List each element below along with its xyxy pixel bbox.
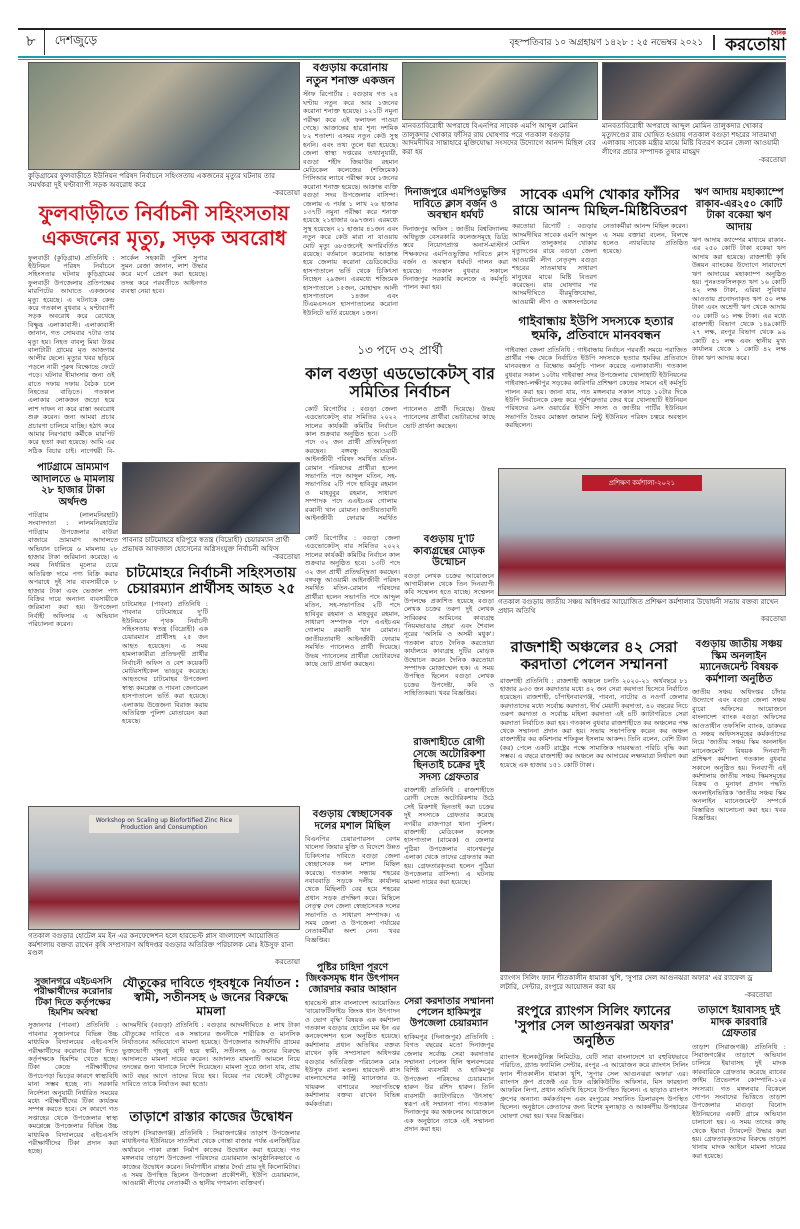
tarash-yaba-article	[692, 1002, 786, 1205]
rangs-event-figure	[500, 880, 772, 1000]
sujanagar-article	[28, 974, 118, 1205]
corona-headline: বগুড়ায় করোনায় নতুন শনাক্ত একজন	[306, 62, 395, 87]
zinc-rice-workshop-photo	[28, 806, 300, 930]
advocates-article	[305, 342, 495, 530]
hakimpur-headline: সেরা করদাতার সম্মাননা পেলেন হাকিমপুর উপজেলা চেয়ারম্যান	[404, 996, 494, 1029]
kabyo-article-body: বগুড়া লেখক চক্রের আয়োজনে আগামীকাল থেকে তিন দিনব্যাপী কবি সম্মেলন হতে যাচ্ছে। সম্মেলন উপলক্ষে প্রকাশিত হয়েছে বগুড়া লেখক চক্রের তরুণ দুই লেখক সাব্বিরুর আমিনের কাব্যগ্রন্থ 'নিয়মভাঙার প্রহর' এবং শৈবাল নূরের 'অসিমি ও অসমী মধুক'। গতকাল রাতে দৈনিক করতোয়া কার্যালয়ে কাব্যগ্রন্থ দুটির মোড়ক উন্মোচন করেন দৈনিক করতোয়া সম্পাদক মোজাম্মেল হক। এ সময় উপস্থিত ছিলেন বগুড়া লেখক চক্রের উপদেষ্টা, কবি ও সাহিত্যিকরা। খবর বিজ্ঞপ্তির।	[404, 571, 494, 698]
training-photo-caption: গতকাল বগুড়ায় জাতীয় সঞ্চয় অধিদপ্তর আয়োজিত প্রশিক্ষণ কর্মশালার উদ্বোধনী সভায় বক্তব্য রাখেন প্রধান অতিথি করতোয়া	[498, 598, 786, 623]
autorickshaw-headline: রাজশাহীতে রোগী সেজে অটোরিকশা ছিনতাই চক্রের দুই সদস্য গ্রেফতার	[412, 737, 486, 783]
zinc-rice-article	[305, 960, 400, 1205]
sujanagar-article-body: সুজানগর (পাবনা) প্রতিনিধি : পাবনার সুজানগরে বিভিন্ন উচ্চ মাধ্যমিক বিদ্যালয়ের এইচএসসি পরীক্ষার্থীদের করোনার টিকা দিতে কর্তৃপক্ষকে হিমশিম খেতে হচ্ছে। টিকা কেন্দ্রে পরীক্ষার্থীদের উপচেপড়া ভিড়ের কারণে স্বাস্থ্যবিধি মানা সম্ভব হচ্ছে না। সরকারি নির্দেশনা অনুযায়ী নির্ধারিত সময়ের মধ্যে পরীক্ষার্থীদের টিকা কার্যক্রম সম্পন্ন করতে হবে। সে কারণে গত সপ্তাহের থেকে উপজেলার স্বাস্থ্য কমপ্লেক্সে উপজেলার বিভিন্ন উচ্চ মাধ্যমিক বিদ্যালয়ের এইচএসসি পরীক্ষার্থীদের টিকা প্রদান করা হচ্ছে।	[28, 1021, 118, 1156]
hakimpur-article	[404, 994, 494, 1205]
training-workshop-photo	[498, 468, 786, 596]
dinajpur-article-body: দিনাজপুর অফিস : জাতীয় বিশ্ববিদ্যালয় অধিভুক্ত বেসরকারি কলেজসমূহে ডিগ্রি স্তরে নিয়োগপ্রাপ্ত অনার্স-মাস্টার্স শিক্ষকদের এমপিওভুক্তির দাবিতে ক্লাস বর্জন ও অবস্থান ধর্মঘট পালন করা হয়েছে। গতকাল বুধবার সকালে দিনাজপুর সরকারি কলেজে এ কর্মসূচি পালন করা হয়।	[403, 224, 508, 292]
autorickshaw-article	[404, 734, 494, 990]
dowry-headline: যৌতুকের দাবিতে গৃহবধূকে নির্যাতন : স্বামী, সতীনসহ ৬ জনের বিরুদ্ধে মামলা	[122, 976, 300, 1018]
tarash-yaba-article-body: তাড়াশ (সিরাজগঞ্জ) প্রতিনিধি : সিরাজগঞ্জের তাড়াশে অভিযান চালিয়ে ইয়াবাসহ দুই মাদক কারবারিকে গ্রেফতার করেছে র‍্যাবের ক্রাইম প্রিভেনশন কোম্পানি-১২র সদস্যরা। গত মঙ্গলবার বিকেলে গোপন সংবাদের ভিত্তিতে তাড়াশ উপজেলার মাগুড়া বিনোদ ইউনিয়নের একটি গ্রামে অভিযান চালানো হয়। এ সময় তাদের কাছ থেকে ইয়াবা ট্যাবলেট উদ্ধার করা হয়। গ্রেফতারকৃতদের বিরুদ্ধে তাড়াশ থানায় মাদক আইনে মামলা দায়ের করা হয়েছে।	[692, 1042, 786, 1160]
fulbari-article	[28, 62, 300, 458]
savings-workshop-article	[692, 636, 786, 876]
dinajpur-headline: দিনাজপুরে এমপিওভুক্তির দাবিতে ক্লাস বর্জন ও অবস্থান ধর্মঘট	[404, 187, 507, 221]
tarash-road-article-body: তাড়াশ (সিরাজগঞ্জ) প্রতিনিধি : সিরাজগঞ্জের তাড়াশ উপজেলার মাধাইনগর ইউনিয়নে সাতশিরা থেকে গোন্তা বাজার পর্যন্ত এলজিইডির অর্থায়নে পাকা রাস্তা নির্মাণ কাজের উদ্বোধন করা হয়েছে। গত মঙ্গলবার তাড়াশ উপজেলা পরিষদের চেয়ারম্যান আনুষ্ঠানিকভাবে এ কাজের উদ্বোধন করেন। নির্মাণাধীন রাস্তার দৈর্ঘ্য প্রায় দুই কিলোমিটার। এ সময় উপস্থিত ছিলেন উপজেলা প্রকৌশলী, ইউপি চেয়ারম্যান, আওয়ামী লীগের নেতাকর্মী ও স্থানীয় গণ্যমান্য ব্যক্তিবর্গ।	[122, 1128, 300, 1188]
workshop-photo-caption: গতকাল বগুড়ার হোটেল মম ইন এর কনফেন্সেশন হলে হারভেস্ট প্লাস বাংলাদেশ আয়োজিত কর্মশালায় বক্তব্য রাখেন কৃষি সম্প্রসারণ অধিদপ্তর বগুড়ার অতিরিক্ত পরিচালক মোঃ ইউসুফ রানা মণ্ডল করতোয়া	[28, 932, 300, 966]
savings-workshop-headline: বগুড়ায় জাতীয় সঞ্চয় স্কিম অনলাইন ম্যানেজমেন্ট বিষয়ক কর্মশালা অনুষ্ঠিত	[695, 639, 783, 685]
advocates-article-body: কোর্ট রিপোর্টার : বগুড়া জেলা এডভোকেটস্ বার সমিতির ২০২২ সালের কার্যকরী কমিটির নির্বাচন কাল শুক্রবার অনুষ্ঠিত হবে। ১৩টি পদে ৩২ জন প্রার্থী প্রতিদ্বন্দ্বিতা করছেন। বঙ্গবন্ধু আওয়ামী আইনজীবী পরিষদ সমর্থিত মতিন-রোমান পরিষদের প্রার্থীরা হলেন সভাপতি পদে আব্দুল মতিন, সহ-সভাপতির ২টি পদে হাবিবুর রহমান ও মাহবুবুর রহমান, সাধারণ সম্পাদক পদে এএইচএম গোলাম রব্বানী খান রোমান। জাতীয়তাবাদী আইনজীবী ফোরাম সমর্থিত প্যানেলও প্রার্থী দিয়েছে। উভয় প্যানেলের প্রার্থীরা ভোটারদের কাছে ভোট প্রার্থনা করছেন।	[305, 404, 495, 523]
loan-camp-article	[692, 184, 786, 464]
rangs-photo-caption: র‍্যাংগস সিলিং ফ্যান শীতকালীন ধামাকা খুশি, 'সুপার সেল আগুনঝরা অফার' এর র‍্যাফেল ড্র লটারি, সেন্টার, রংপুরে আয়োজন করা হয় -করতোয়া	[500, 974, 772, 999]
rajshahi-taxpayers-article-body: রাজশাহী প্রতিনিধি : রাজশাহী অঞ্চলে চলতি ২০২০-২১ অর্থবছরে ৮১ হাজার ৯৩৩ জন করদাতার মধ্যে ৪২ জন সেরা করদাতা হিসেবে নির্বাচিত হয়েছেন। রাজশাহী, চাঁপাইনবাবগঞ্জ, পাবনা, নাটোর ও নওগাঁ জেলার করদাতাদের মধ্যে সর্বোচ্চ করদাতা, দীর্ঘ মেয়াদী করদাতা, ৪০ বছরের নিচে তরুণ করদাতা ও সর্বোচ্চ মহিলা করদাতা এই ৪টি ক্যাটাগরিতে সেরা করদাতা নির্বাচিত করা হয়। গতকাল বুধবার রাজশাহীতে কর অঞ্চলের পক্ষ থেকে সম্মাননা প্রদান করা হয়। সভায় সভাপতিত্ব করেন কর অঞ্চল রাজশাহীর কর কমিশনার শফিকুল ইসলাম আকন্দ। তিনি বলেন, বেশি টিকা (কর) পেলে একটি রাষ্ট্রের পক্ষে সামাজিক দায়বদ্ধতা পরিচি বৃদ্ধি করা সম্ভব। এ বছরে রাজশাহী কর অঞ্চলে কর আদায়ের লক্ষ্যমাত্রা নির্ধারণ করা হয়েছে এক হাজার ১৫১ কোটি টাকা।	[500, 676, 688, 769]
fulbari-photo-caption: কুড়িগ্রামের ফুলবাড়ীতে ইউনিয়ন পরিষদ নির্বাচনে সহিংসতায় একজনের মৃত্যুর ঘটনায় তার সমর্থকরা দুই ঘণ্টাব্যাপী সড়ক অবরোধ করে -করতোয়া	[28, 172, 300, 197]
fulbari-road-block-photo	[28, 62, 300, 170]
khoka-article-body: করতোয়া রিপোর্ট : বগুড়ার আদমদীঘির সাবেক এমপি আব্দুল মোমিন তালুকদার খোকার মৃত্যুদণ্ডের রায়ে বগুড়া জেলা আওয়ামী লীগ নেতৃবৃন্দ বগুড়া শহরের সাতমাথায় সাধারণ মানুষের মাঝে মিষ্টি বিতরণ করেছেন। রায় ঘোষণার পর আদমদীঘিতে বীরমুক্তিযোদ্ধা, আওয়ামী লীগ ও অঙ্গসংগঠনের নেতাকর্মীরা আনন্দ মিছিল করেন। এ সময় বক্তারা বলেন, বিলম্বে হলেও ন্যায়বিচার প্রতিষ্ঠিত হয়েছে।	[512, 222, 688, 306]
khoka-headline: সাবেক এমপি খোকার ফাঁসির রায়ে আনন্দ মিছিল-মিষ্টিবিতরণ	[512, 187, 688, 220]
corona-article-body: স্টাফ রিপোর্টার : বগুড়ায় গত ২৪ ঘণ্টায় নতুন করে আর ১জনের করোনা শনাক্ত হয়েছে। ১২১টি নমুনা পরীক্ষা করে এই ফলাফল পাওয়া গেছে। আক্রান্তের হার শূন্য দশমিক ৮২ শতাংশ। এসময় নতুন কেউ সুস্থ হননি। এবং তথ্য তুলে ধরা হয়েছে। জেলা স্বাস্থ্য দপ্তরের তথ্যানুযায়ী, বগুড়া শহীদ জিয়াউর রহমান মেডিকেল কলেজের (শজিমেক) পিসিআর ল্যাবে পরীক্ষা করে ১জনের করোনা শনাক্ত হয়েছে। আক্রান্ত ব্যক্তি বগুড়া সদর উপজেলার বাসিন্দা। জেলায় এ পর্যন্ত ১ লাখ ২৬ হাজার ১৩৭টি নমুনা পরীক্ষা করে শনাক্ত হয়েছে ২১হাজার ৬৯৭জন। এরমধ্যে সুস্থ হয়েছেন ২১ হাজার ৪১জন এবং নতুন করে কেউ মারা না যাওয়ায় মোট মৃত্যু ৬৮৫জনেই অপরিবর্তিত রয়েছে। বর্তমানে করোনায় আক্রান্ত হয়ে জেলায় করোনা ডেডিকেটেড হাসপাতালে ভর্তি থেকে চিকিৎসা নিচ্ছেন ২৯জন। এরমধ্যে শজিমেক হাসপাতালে ১৫জন, মোহাম্মদ আলী হাসপাতালে ১৪জন এবং টিএমএসএস হাসপাতালের করোনা ইউনিটে ভর্তি রয়েছেন ১জন।	[303, 90, 398, 317]
torch-procession-article-body: বিএনপির চেয়ারপারসন বেগম খালেদা জিয়ার মুক্তি ও বিদেশে উন্নত চিকিৎসার দাবিতে বগুড়া জেলা স্বেচ্ছাসেবক দল মশাল মিছিল করেছে। গতকাল সন্ধ্যায় শহরের নবাববাড়ি সড়কে দলীয় কার্যালয় থেকে মিছিলটি বের হয়ে শহরের প্রধান সড়ক প্রদক্ষিণ করে। মিছিলে নেতৃত্ব দেন জেলা স্বেচ্ছাসেবক দলের সভাপতি ও সাধারণ সম্পাদক। এ সময় জেলা ও উপজেলা পর্যায়ের নেতাকর্মীরা অংশ নেন। খবর বিজ্ঞপ্তির।	[305, 835, 400, 944]
mishti-bitaran-caption: মানবতাবিরোধী অপরাধে আব্দুল মোমিন তালুকদার খোকার মৃত্যুদণ্ডের রায় ঘোষিত হওয়ায় গতকাল বগুড়া শহরের সাতমাথা এলাকায় সাবেক মন্ত্রীর মাঝে মিষ্টি বিতরণ করেন জেলা আওয়ামী লীগের প্রচার সম্পাদক তুষার মাহমুদ -করতোয়া	[602, 122, 786, 164]
zinc-rice-workshop-figure	[28, 806, 300, 970]
burnt-election-office-photo	[122, 462, 300, 534]
training-banner: প্রশিক্ষণ কর্মশালা-২০২১	[582, 475, 702, 491]
loan-camp-article-body: ঋণ আদায় ক্যাম্পের মাধ্যমে রাকাব-এর ২৫০ কোটি টাকা বকেয়া ঋণ আদায় করা হয়েছে। রাজশাহী কৃষি উন্নয়ন ব্যাংকের উদ্যোগে সারাদেশে ঋণ আদায়ের মহাক্যাম্প অনুষ্ঠিত হয়। পুনঃতফসিলকৃত ঋণ ১৬ কোটি ৪২ লক্ষ টাকা, এরিয়া সুবিধার আওতায় প্রনোদনাকৃত ঋণ ৫০ লক্ষ টাকা এবং অশ্রেণী ঋণ থেকে আদায় ৩০ কোটি ৬১ লক্ষ টাকা। এর মধ্যে রাজশাহী বিভাগ থেকে ১৪৯কোটি ২৭ লক্ষ, রংপুর বিভাগ থেকে ৯৯ কোটি ৫১ লক্ষ এবং স্থানীয় মুখ্য কার্যালয় থেকে ১ কোটি ৪২ লক্ষ টাকা ঋণ আদায় করে।	[692, 236, 786, 362]
chatmohar-article	[122, 462, 300, 800]
header-rule	[18, 56, 786, 60]
training-photo-credit: করতোয়া	[761, 615, 786, 623]
zinc-rice-headline: পুষ্টির চাহিদা পূরণে জিংকসমৃদ্ধ ধান উৎপাদন জোরদার করার আহ্বান	[305, 962, 400, 995]
gaibandha-article	[505, 312, 687, 464]
rajshahi-taxpayers-headline: রাজশাহী অঞ্চলের ৪২ সেরা করদাতা পেলেন সম্মাননা	[510, 638, 678, 674]
savings-workshop-article-body: জাতীয় সঞ্চয় অধিদপ্তর চাঁদার উদ্যোগে এবং বগুড়া জেলা সঞ্চয় ব্যুরো অফিসের আয়োজনে বাংলাদেশ ব্যাংক বগুড়া অফিসের আওতাধীন তফসিলি ব্যাংক, ডাকঘর ও সঞ্চয় অফিসসমূহের কর্মকর্তাদের নিয়ে 'জাতীয় সঞ্চয় স্কিম অনলাইন ম্যানেজমেন্ট' বিষয়ক দিনব্যাপী প্রশিক্ষণ কর্মশালা গতকাল বুধবার সকালে অনুষ্ঠিত হয়। দিনব্যাপী এই কর্মশালায় জাতীয় সঞ্চয় স্কিমসমূহের বিক্রয় ও মুনাফা প্রদান পদ্ধতি অনলাইনভিত্তিক 'জাতীয় সঞ্চয় স্কিম অনলাইন ম্যানেজমেন্ট' সম্পর্কে বিস্তারিত আলোচনা করা হয়। খবর বিজ্ঞপ্তির।	[692, 688, 786, 823]
chatmohar-headline: চাটমোহরে নির্বাচনী সহিংসতায় চেয়ারম্যান প্রার্থীসহ আহত ২৫	[126, 564, 296, 597]
loan-camp-headline: ঋণ আদায় মহাক্যাম্পে রাকাব-এর২৫০ কোটি টাকা বকেয়া ঋণ আদায়	[694, 187, 784, 233]
zinc-rice-article-body: হারভেস্ট প্লাস বাংলাদেশ আয়োজিত 'বায়োফর্টিফাইড জিংক ধান উৎপাদন ও ভোগ বৃদ্ধি' বিষয়ক এক কর্মশালা গতকাল বগুড়ার হোটেল মম ইন এর কনফেন্সেশন হলে অনুষ্ঠিত হয়েছে। কর্মশালায় প্রধান অতিথির বক্তব্য রাখেন কৃষি সম্প্রসারণ অধিদপ্তর বগুড়ার অতিরিক্ত পরিচালক মোঃ ইউসুফ রানা মণ্ডল। হারভেস্ট প্লাস বাংলাদেশের কান্ট্রি ম্যানেজার ড. খায়রুল বাশারের সভাপতিত্বে কর্মশালায় বক্তব্য রাখেন বিভিন্ন কর্মকর্তারা।	[305, 998, 400, 1108]
rangs-event-photo	[500, 880, 772, 972]
hakimpur-article-body: হাকিমপুর (দিনাজপুর) প্রতিনিধি : বিগত বছরের মতো দিনাজপুর জেলার সর্বোচ্চ সেরা করদাতার সম্মাননা পেলেন হিলি স্থলবন্দরের বিশিষ্ট ব্যবসায়ী ও হাকিমপুর উপজেলা পরিষদের চেয়ারম্যান হারুন উর রশিদ হারুন। তিনি ব্যবসায়ী ক্যাটাগরিতে 'উৎসাহ' স্বরূপ এই সম্মাননা পান। গতকাল দিনাজপুর কর অঞ্চলের আয়োজনে এক অনুষ্ঠানে তাকে এই সম্মাননা প্রদান করা হয়।	[404, 1032, 494, 1134]
chatmohar-article-body: চাটমোহর (পাবনা) প্রতিনিধি : পাবনার চাটমোহরে দু'টি ইউনিয়নে পৃথক নির্বাচনী সহিংসতায় স্বতন্ত্র (বিদ্রোহী) এক চেয়ারম্যান প্রার্থীসহ ২৫ জন আহত হয়েছেন। এ সময় হামলাকারীরা প্রতিদ্বন্দ্বী প্রার্থীর নির্বাচনী অফিস ও বেশ কয়েকটি মোটরসাইকেল ভাঙচুর করেছে। আহতদের চাটমোহর উপজেলা স্বাস্থ্য কমপ্লেক্স ও পাবনা জেনারেল হাসপাতালে ভর্তি করা হয়েছে। এলাকায় উত্তেজনা বিরাজ করায় অতিরিক্ত পুলিশ মোতায়েন করা হয়েছে।	[122, 599, 208, 726]
training-workshop-figure	[498, 468, 786, 632]
rangs-headline: রংপুরে র‍্যাংগস সিলিং ফ্যানের 'সুপার সেল আগুনঝরা অফার' অনুষ্ঠিত	[513, 1004, 675, 1049]
rangs-photo-credit: -করতোয়া	[744, 991, 772, 999]
patgram-headline: পাটগ্রামে ভ্রাম্যমাণ আদালতে ৬ মামলায় ২৮ হাজার টাকা অর্থদণ্ড	[31, 462, 115, 508]
rangs-article-body: র‍্যাংগস ইলেকট্রনিক্স লিমিটেড, যেটি সারা বাংলাদেশে যা বহুবিধভাবে পরিচিত, গ্র্যান্ড ফ্যামিলি সেন্টার, রংপুর -এ আয়োজন করে র‍্যাংগস সিলিং ফ্যান শীতকালীন ধামাকা খুশি, 'সুপার সেল আগুনঝরা অফার' এর। র‍্যাংগস গ্রুপ প্রজেক্ট এর চিফ এক্সিকিউটিভ অফিসার, মিস ফারহানা আফরিন লিপা, প্রধান অতিথি হিসেবে উপস্থিত ছিলেন। এ ছাড়াও র‍্যাংগস গ্রুপের অন্যান্য কর্মকর্তাবৃন্দ এবং রংপুরের সম্মানিত ডিলারবৃন্দ উপস্থিত ছিলেন। অনুষ্ঠানে ক্রেতাদের জন্য বিশেষ মূল্যছাড় ও আকর্ষণীয় উপহারের ঘোষণা দেয়া হয়। খবর বিজ্ঞপ্তির।	[500, 1052, 688, 1120]
fulbari-headline: ফুলবাড়ীতে নির্বাচনী সহিংসতায় একজনের মৃত্যু, সড়ক অবরোধ	[38, 200, 290, 250]
chatmohar-photo-caption: পাবনার চাটমোহরে হরিপুরে স্বতন্ত্র (বিদ্রোহী) চেয়ারম্যান প্রার্থী প্রভাষক আফজাল হোসেনের অগ্নিসংযুক্ত নির্বাচনী অফিস -করতোয়া	[122, 536, 300, 561]
mishti-bitaran-figure	[602, 62, 786, 182]
tarash-road-headline: তাড়াশে রাস্তার কাজের উদ্বোধন	[129, 1110, 293, 1125]
fulbari-article-body: ফুলবাড়ী (কুড়িগ্রাম) প্রতিনিধি : ইউনিয়ন পরিষদ নির্বাচনে সহিংসতার ঘটনায় কুড়িগ্রামের ফুলবাড়ী উপজেলায় প্রতিপক্ষের মারপিটের আঘাতে একজনের মৃত্যু হয়েছে। এ ঘটনাকে কেন্দ্র করে গতকাল বুধবার ২ ঘণ্টাব্যাপী সড়ক অবরোধ করে রেখেছে বিক্ষুব্ধ এলাকাবাসী। এলাকাবাসী জানান, গত সোমবার ৭টার তার মৃত্যু হয়। নিহত বাবলু মিয়া উত্তর বালাটারী গ্রামের মৃত আজগার আলীর ছেলে। মৃত্যুর খবর ছড়িয়ে পড়লে নারী পুরুষ বিক্ষোভে ফেটে পড়ে। ঘটনার ষীমাংসার জন্য ওই রাতে দফায় দফায় বৈঠক চলে নিহতের বাড়িতে। গতকাল এলাকার লোকজন জড়ো হয়ে লাশ দাফন না করে রাস্তা অবরোধ শুরু করেন। জন্য আমরা প্রচার প্রচারণা চালিয়ে যাচ্ছি। হঠাৎ করে আমার নিরপরাধ কর্মীকে মারপিট করে হত্যা করা হয়েছে। আমি এর সঠিক বিচার চাই। নাগেশ্বরী বি-সার্কেল সহকারী পুলিশ সুপার সুমন রেজা জানান, লাশ উদ্ধার করে মর্গে প্রেরণ করা হয়েছে। তদন্ত করে পরবর্তীতে আইনগত ব্যবস্থা নেয়া হবে।	[28, 253, 208, 455]
section-title: দেশজুড়ে	[54, 33, 98, 47]
workshop-photo-credit: করতোয়া	[275, 957, 300, 966]
sujanagar-headline: সুজানগরে এইচএসসি পরীক্ষার্থীদের করোনার টিকা দিতে কর্তৃপক্ষের হিমশিম অবস্থা	[33, 977, 113, 1019]
patgram-article	[28, 462, 118, 800]
ananda-michil-figure	[402, 62, 598, 182]
advocates-article-body-continued: কোর্ট রিপোর্টার : বগুড়া জেলা এডভোকেটস্ বার সমিতির ২০২২ সালের কার্যকরী কমিটির নির্বাচন কাল শুক্রবার অনুষ্ঠিত হবে। ১৩টি পদে ৩২ জন প্রার্থী প্রতিদ্বন্দ্বিতা করছেন। বঙ্গবন্ধু আওয়ামী আইনজীবী পরিষদ সমর্থিত মতিন-রোমান পরিষদের প্রার্থীরা হলেন সভাপতি পদে আব্দুল মতিন, সহ-সভাপতির ২টি পদে হাবিবুর রহমান ও মাহবুবুর রহমান, সাধারণ সম্পাদক পদে এএইচএম গোলাম রব্বানী খান রোমান। জাতীয়তাবাদী আইনজীবী ফোরাম সমর্থিত প্যানেলও প্রার্থী দিয়েছে। উভয় প্যানেলের প্রার্থীরা ভোটারদের কাছে ভোট প্রার্থনা করছেন।	[305, 534, 400, 669]
ananda-michil-photo	[402, 62, 598, 120]
kabyo-article	[404, 534, 494, 730]
tarash-road-article	[122, 1108, 300, 1205]
page-number: ৮	[18, 30, 45, 55]
khoka-article	[512, 184, 688, 308]
advocates-headline: কাল বগুড়া এডভোকেটস্ বার সমিতির নির্বাচন	[305, 364, 495, 402]
gaibandha-headline: গাইবান্ধায় ইউপি সদস্যকে হত্যার হুমকি, প্রতিবাদে মানববন্ধন	[518, 314, 674, 342]
dowry-article	[122, 974, 300, 1106]
khoka-photo-credit: -করতোয়া	[758, 156, 786, 164]
rangs-article	[500, 1002, 688, 1205]
kabyo-headline: বগুড়ায় দু'টি কাব্যগ্রন্থের মোড়ক উন্মোচন	[413, 534, 485, 568]
issue-date: বৃহস্পতিবার ১০ অগ্রহায়ণ ১৪২৮ : ২৫ নভেম্বর ২০২১	[510, 35, 716, 50]
rajshahi-taxpayers-article	[500, 636, 688, 874]
gaibandha-article-body: গাইবান্ধা জেলা প্রতিনিধি : গাইবান্ধায় নির্বাচন পরবর্তী সময়ে পরাজিত প্রার্থীর পক্ষ থেকে নির্বাচিত ইউপি সদস্যকে হত্যার হুমকির প্রতিবাদে মানববন্ধন ও বিক্ষোভ কর্মসূচি পালন করেছে এলাকাবাসী। গতকাল বুধবার সকাল ১০টায় গাইবান্ধা সদর উপজেলার খোলাহাটি ইউনিয়নের গাইবান্ধা-লক্ষীপুর সড়কের কারিগরি প্রশিক্ষণ কেন্দ্রের সামনে এই কর্মসূচি পালন করা হয়। জানা যায়, গত মঙ্গলবার সকাল সাড়ে ১০টার দিকে ইউপি নির্বাচনকে কেন্দ্র করে পূর্বশত্রুতার জের ধরে খোলাহাটি ইউনিয়ন পরিষদের ৯নং ওয়ার্ডের ইউপি সদস্য ও জাতীয় পার্টির ইউনিয়ন সভাপতি তৈয়ব মোস্তফা জামাল মিন্টু ইউনিয়ন পরিষদ চত্বরে অবস্থান করছিলেন।	[505, 345, 687, 430]
patgram-article-body: পাটগ্রাম (লালমনিরহাট) সংবাদদাতা : লালমনিরহাটের পাটগ্রাম উপজেলার বাউরা বাজারে ভ্রাম্যমাণ আদালতে অভিযান চালিয়ে ৬ মামলায় ২৮ হাজার টাকা জরিমানা করেছে। এ সময় নির্ধারিত মূল্যের চেয়ে অতিরিক্ত দামে পণ্য বিক্রি করার অপরাধে দুই সার ব্যবসায়ীকে ৮ হাজার টাকা এবং ভেজাল পণ্য বিক্রির দায়ে অন্যান্য ব্যবসায়ীকে জরিমানা করা হয়। উপজেলা নির্বাহী অফিসার এ অভিযান পরিচালনা করেন।	[28, 511, 118, 629]
mishti-bitaran-photo	[602, 62, 786, 120]
advocates-article-continued	[305, 534, 400, 802]
chatmohar-photo-credit: -করতোয়া	[272, 553, 300, 561]
fulbari-photo-credit: -করতোয়া	[272, 189, 300, 197]
page-header	[18, 28, 786, 54]
tarash-yaba-headline: তাড়াশে ইয়াবাসহ দুই মাদক কারবারি গ্রেফতার	[697, 1005, 781, 1039]
newspaper-logo: দৈনিক করতোয়া	[725, 29, 786, 55]
advocates-kicker: ১৩ পদে ৩২ প্রার্থী	[357, 343, 443, 357]
torch-procession-article	[305, 806, 400, 956]
workshop-banner: Workshop on Scaling up Biofortified Zinc Rice Production and Consumption	[89, 815, 239, 833]
autorickshaw-article-body: রাজশাহী প্রতিনিধি : রাজশাহীতে রোগী সেজে অটোরিকশায় উঠে সেই রিকশাই ছিনতাই করা চক্রের দুই সদস্যকে গ্রেফতার করেছে নগরীর রাজপাড়া থানা পুলিশ। রাজশাহী মেডিকেল কলেজ হাসপাতাল (রামেক) ও জেলার পুঠিয়া উপজেলার বানেশ্বরপুর এলাকা থেকে তাদের গ্রেফতার করা হয়। গ্রেফতারকৃতরা হলেন পুঠিয়া উপজেলার বাসিন্দা। এ ঘটনায় মামলা দায়ের করা হয়েছে।	[404, 786, 494, 887]
dowry-article-body: আদমদীঘি (বগুড়া) প্রতিনিধি : বগুড়ার আদমদীঘিতে ৫ লাখ টাকা যৌতুকের দাবিতে এক সন্তানের জননীকে শারীরিক ও মানসিক নির্যাতনের অভিযোগে মামলা হয়েছে। উপজেলার আদমদীঘি গ্রামের ভুক্তভোগী গৃহবধূ বাদী হয়ে স্বামী, সতীনসহ ৬ জনের বিরুদ্ধে আদালতে মামলা দায়ের করেন। আদালত মামলাটি আমলে নিয়ে তদন্তের জন্য থানাকে নির্দেশ দিয়েছেন। মামলা সূত্রে জানা যায়, প্রায় আট বছর আগে তাদের বিয়ে হয়। বিয়ের পর থেকেই যৌতুকের দাবিতে তাকে নির্যাতন করা হতো।	[122, 1021, 300, 1089]
dinajpur-article	[403, 184, 508, 310]
corona-article	[303, 62, 398, 338]
torch-procession-headline: বগুড়ায় স্বেচ্ছাসেবক দলের মশাল মিছিল	[312, 809, 393, 832]
ananda-michil-caption: মানবতাবিরোধী অপরাধে বিএনপির সাবেক এমপি আব্দুল মোমিন তালুকদার খোকার ফাঁসির রায় ঘোষণার পরে গতকাল বগুড়ার আদমদীঘির সান্তাহারে মুক্তিযোদ্ধা সংসদের উদ্যোগে আনন্দ মিছিল বের করা হয়	[402, 122, 596, 156]
